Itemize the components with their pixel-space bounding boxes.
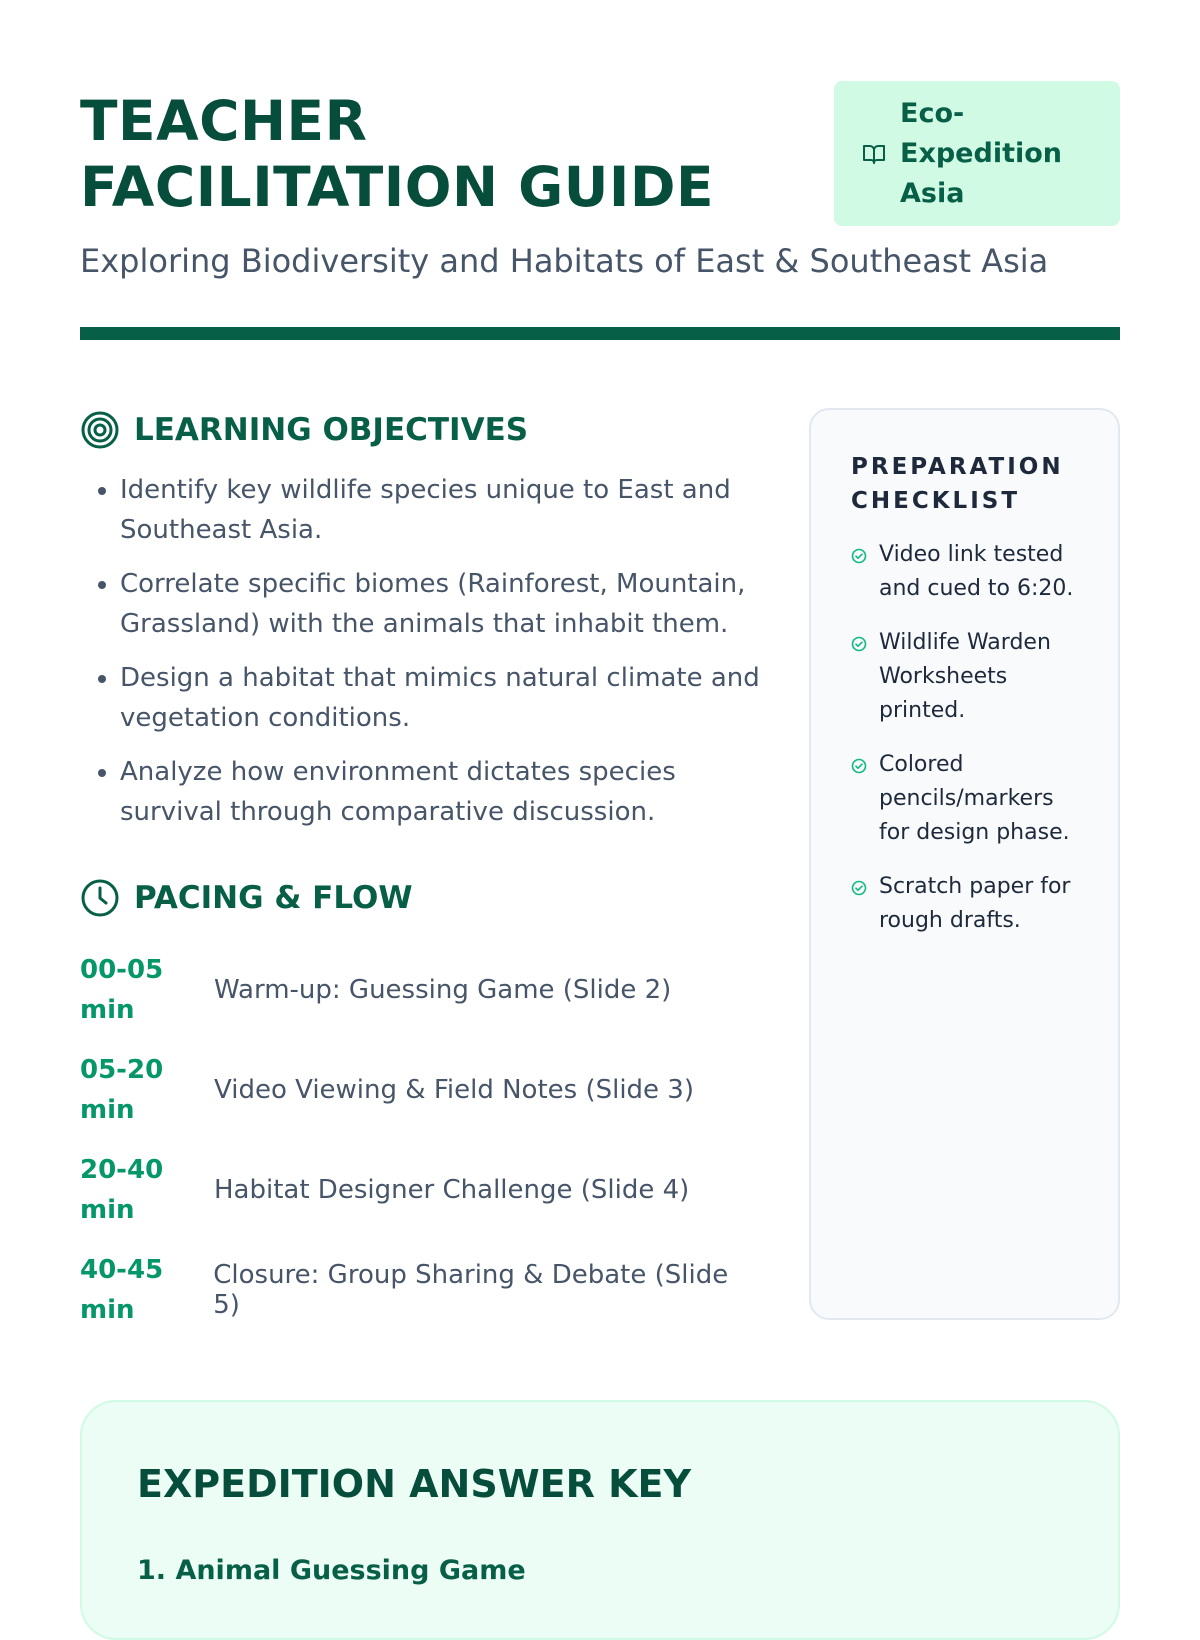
checklist-item: [851, 538, 1088, 606]
pace-time: 05-20 min: [80, 1055, 164, 1125]
check-circle-icon: [851, 880, 867, 896]
checklist-item-label: Video link tested and cued to 6:20.: [879, 542, 1074, 601]
checklist-item: [851, 870, 1088, 938]
checklist-item-label: Colored pencils/markers for design phase.: [879, 752, 1070, 845]
list-item: • Identify key wildlife species unique to East and Southeast Asia.: [120, 470, 780, 550]
answer-key-subheading: 1. Animal Guessing Game: [137, 1555, 526, 1586]
title-line-1: TEACHER: [80, 89, 368, 153]
check-circle-icon: [851, 548, 867, 564]
pace-time: 00-05 min: [80, 955, 164, 1025]
preparation-checklist: [809, 408, 1120, 1320]
pace-activity: Warm-up: Guessing Game (Slide 2): [214, 975, 672, 1005]
pace-activity: Habitat Designer Challenge (Slide 4): [214, 1175, 690, 1205]
pacing-heading: [80, 878, 413, 918]
badge-line-1: Eco-: [900, 97, 965, 129]
list-item: • Correlate specific biomes (Rainforest, Mountain, Grassland) with the animals that inhabit them.: [120, 564, 780, 644]
badge-label: [900, 94, 1063, 214]
pace-activity: Closure: Group Sharing & Debate (Slide 5): [213, 1260, 729, 1320]
table-row: [80, 1240, 760, 1340]
answer-key-heading: EXPEDITION ANSWER KEY: [137, 1462, 692, 1506]
pace-time: 40-45 min: [80, 1255, 164, 1325]
clock-icon: [80, 878, 120, 918]
list-item: • Analyze how environment dictates species survival through comparative discussion.: [120, 752, 780, 832]
table-row: [80, 1040, 760, 1140]
book-icon: [862, 142, 886, 166]
page-title: [80, 88, 800, 220]
checklist-item-label: Scratch paper for rough drafts.: [879, 874, 1071, 933]
check-circle-icon: [851, 758, 867, 774]
course-badge: [834, 81, 1120, 226]
checklist-item: [851, 748, 1088, 850]
list-item: • Design a habitat that mimics natural climate and vegetation conditions.: [120, 658, 780, 738]
checklist-item-label: Wildlife Warden Worksheets printed.: [879, 630, 1051, 723]
objectives-list: [80, 470, 780, 846]
answer-key-panel: [80, 1400, 1120, 1640]
checklist-heading: PREPARATION CHECKLIST: [851, 454, 1064, 514]
pace-time: 20-40 min: [80, 1155, 164, 1225]
badge-line-3: Asia: [900, 177, 965, 209]
title-line-2: FACILITATION GUIDE: [80, 155, 715, 219]
header-divider: [80, 327, 1120, 340]
pacing-heading-label: PACING & FLOW: [134, 880, 413, 916]
target-icon: [80, 410, 120, 450]
check-circle-icon: [851, 636, 867, 652]
pacing-table: [80, 940, 760, 1340]
table-row: [80, 1140, 760, 1240]
checklist-item: [851, 626, 1088, 728]
page-subtitle: Exploring Biodiversity and Habitats of East & Southeast Asia: [80, 242, 1049, 280]
badge-line-2: Expedition: [900, 137, 1063, 169]
table-row: [80, 940, 760, 1040]
pace-activity: Video Viewing & Field Notes (Slide 3): [214, 1075, 694, 1105]
objectives-heading-label: LEARNING OBJECTIVES: [134, 412, 529, 448]
objectives-heading: [80, 410, 528, 450]
